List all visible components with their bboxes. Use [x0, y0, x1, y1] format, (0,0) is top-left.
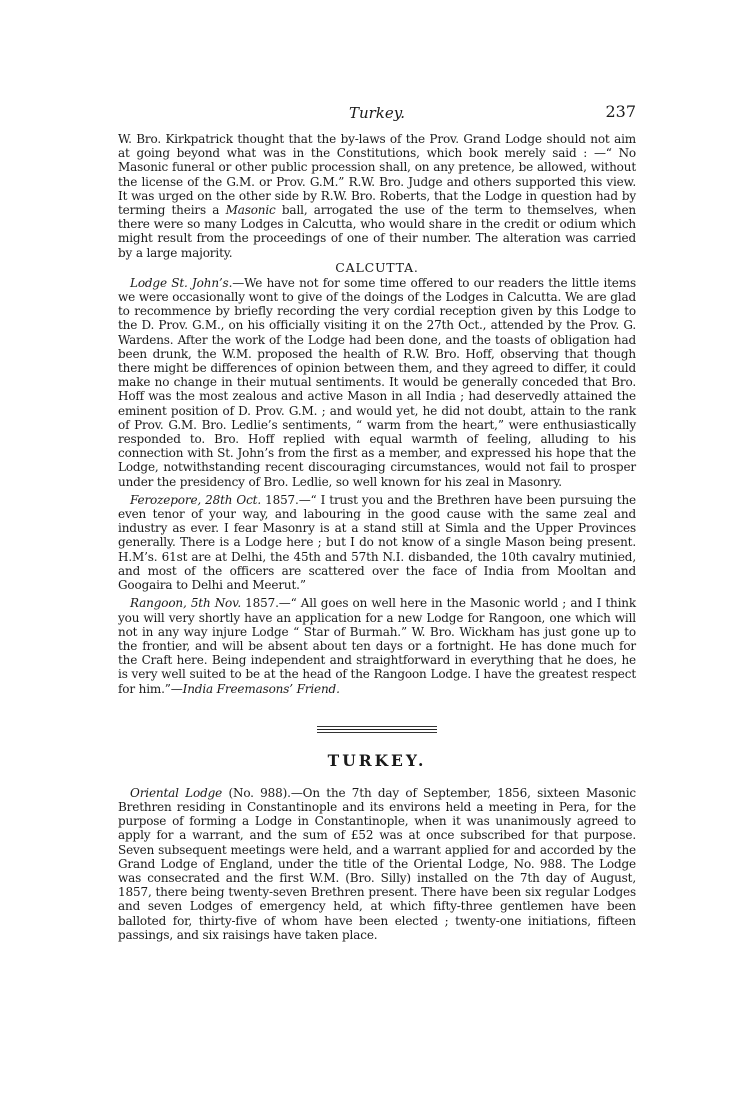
divider-rule-middle [317, 729, 437, 730]
page-number: 237 [605, 102, 636, 121]
calcutta-para3-source: India Freemasons’ Friend. [182, 681, 340, 696]
calcutta-para2-lead: Ferozepore, 28th Oct. [130, 492, 262, 507]
running-head [118, 100, 636, 126]
running-title: Turkey. [348, 104, 406, 122]
calcutta-para1-text: —We have not for some time offered to our readers the little items we were occasionally wont to give of the doings of the Lodges in Calcutta. We are glad to recommence by briefly recording the very cordial reception given by this Lodge to the D. Prov. G.M., on his officially visiting it on the 27th Oct., attended by the Prov. G. Wardens. After the work of the Lodge had been done, and the toasts of obligation had been drunk, the W.M. proposed the health of R.W. Bro. Hoff, observing that though there might be differences of opinion between them, and they agreed to differ, it could make no change in their mutual sentiments. It would be generally conceded that Bro. Hoff was the most zealous and active Mason in all India ; had deservedly attained the eminent position of D. Prov. G.M. ; and would yet, he did not doubt, attain to the rank of Prov. G.M. Bro. Ledlie’s sentiments, “ warm from the heart,” were enthusiastically responded to. Bro. Hoff replied with equal warmth of feeling, alluding to his connection with St. John’s from the first as a member, and expressed his hope that the Lodge, notwithstanding recent discouraging circumstances, would not fail to prosper under the presidency of Bro. Ledlie, so well known for his zeal in Masonry. [118, 275, 636, 489]
calcutta-paragraph-ferozepore [118, 493, 636, 592]
turkey-heading: TURKEY. [327, 750, 427, 770]
calcutta-para3-lead: Rangoon, 5th Nov. [130, 596, 242, 611]
calcutta-paragraph-rangoon [118, 596, 636, 695]
opening-text-after: ball, arrogated the use of the term to themselves, when there were so many Lodges in Calcutta, who would share in the credit or odium which might result from the proceedings of one of their number. The alteration was carried by a large majority. [118, 203, 636, 260]
calcutta-heading: CALCUTTA. [335, 259, 419, 275]
turkey-para-lead: Oriental Lodge [130, 785, 223, 800]
calcutta-paragraph-lodge-st-johns [118, 276, 636, 489]
divider-rule-top [317, 726, 437, 727]
divider-rule-bottom [317, 732, 437, 733]
opening-emphasis: Masonic [225, 203, 276, 218]
calcutta-para3-text: 1857.—“ All goes on well here in the Masonic world ; and I think you will very shortly have an application for a new Lodge for Rangoon, one which will not in any way injure Lodge “ Star of Burmah.” W. Bro. Wickham has just gone up to the frontier, and will be absent about ten days or a fortnight. He has done much for the Craft here. Being independent and straightforward in everything that he does, he is very well suited to be at the head of the Rangoon Lodge. I have the greatest respect for him.”— [118, 596, 637, 696]
turkey-para-text: (No. 988).—On the 7th day of September, 1856, sixteen Masonic Brethren residing in Constantinople and its environs held a meeting in Pera, for the purpose of forming a Lodge in Constantinople, when it was unanimously agreed to apply for a warrant, and the sum of £52 was at once subscribed for that purpose. Seven subsequent meetings were held, and a warrant applied for and accorded by the Grand Lodge of England, under the title of the Oriental Lodge, No. 988. The Lodge was consecrated and the first W.M. (Bro. Silly) installed on the 7th day of August, 1857, there being twenty-seven Brethren present. There have been six regular Lodges and seven Lodges of emergency held, at which fifty-three gentlemen have been balloted for, thirty-five of whom have been elected ; twenty-one initiations, fifteen passings, and six raisings have taken place. [118, 785, 637, 942]
page [118, 100, 636, 942]
calcutta-para2-text: 1857.—“ I trust you and the Brethren have been pursuing the even tenor of your way, and labouring in the good cause with the same zeal and industry as ever. I fear Masonry is at a stand still at Simla and the Upper Provinces generally. There is a Lodge here ; but I do not know of a single Mason being present. H.M’s. 61st are at Delhi, the 45th and 57th N.I. disbanded, the 10th cavalry mutinied, and most of the officers are scattered over the face of India from Mooltan and Googaira to Delhi and Meerut.” [118, 492, 636, 593]
section-divider [317, 726, 437, 733]
opening-paragraph [118, 132, 636, 260]
opening-text: W. Bro. Kirkpatrick thought that the by-laws of the Prov. Grand Lodge should not aim at going beyond what was in the Constitutions, which book merely said : —“ No Masonic funeral or other public procession shall, on any pretence, be allowed, without the license of the G.M. or Prov. G.M.” R.W. Bro. Judge and others supported this view. It was urged on the other side by R.W. Bro. Roberts, that the Lodge in question had by terming theirs a [118, 132, 636, 218]
calcutta-para1-lead: Lodge St. John’s. [130, 275, 233, 290]
turkey-paragraph-oriental-lodge [118, 786, 636, 942]
